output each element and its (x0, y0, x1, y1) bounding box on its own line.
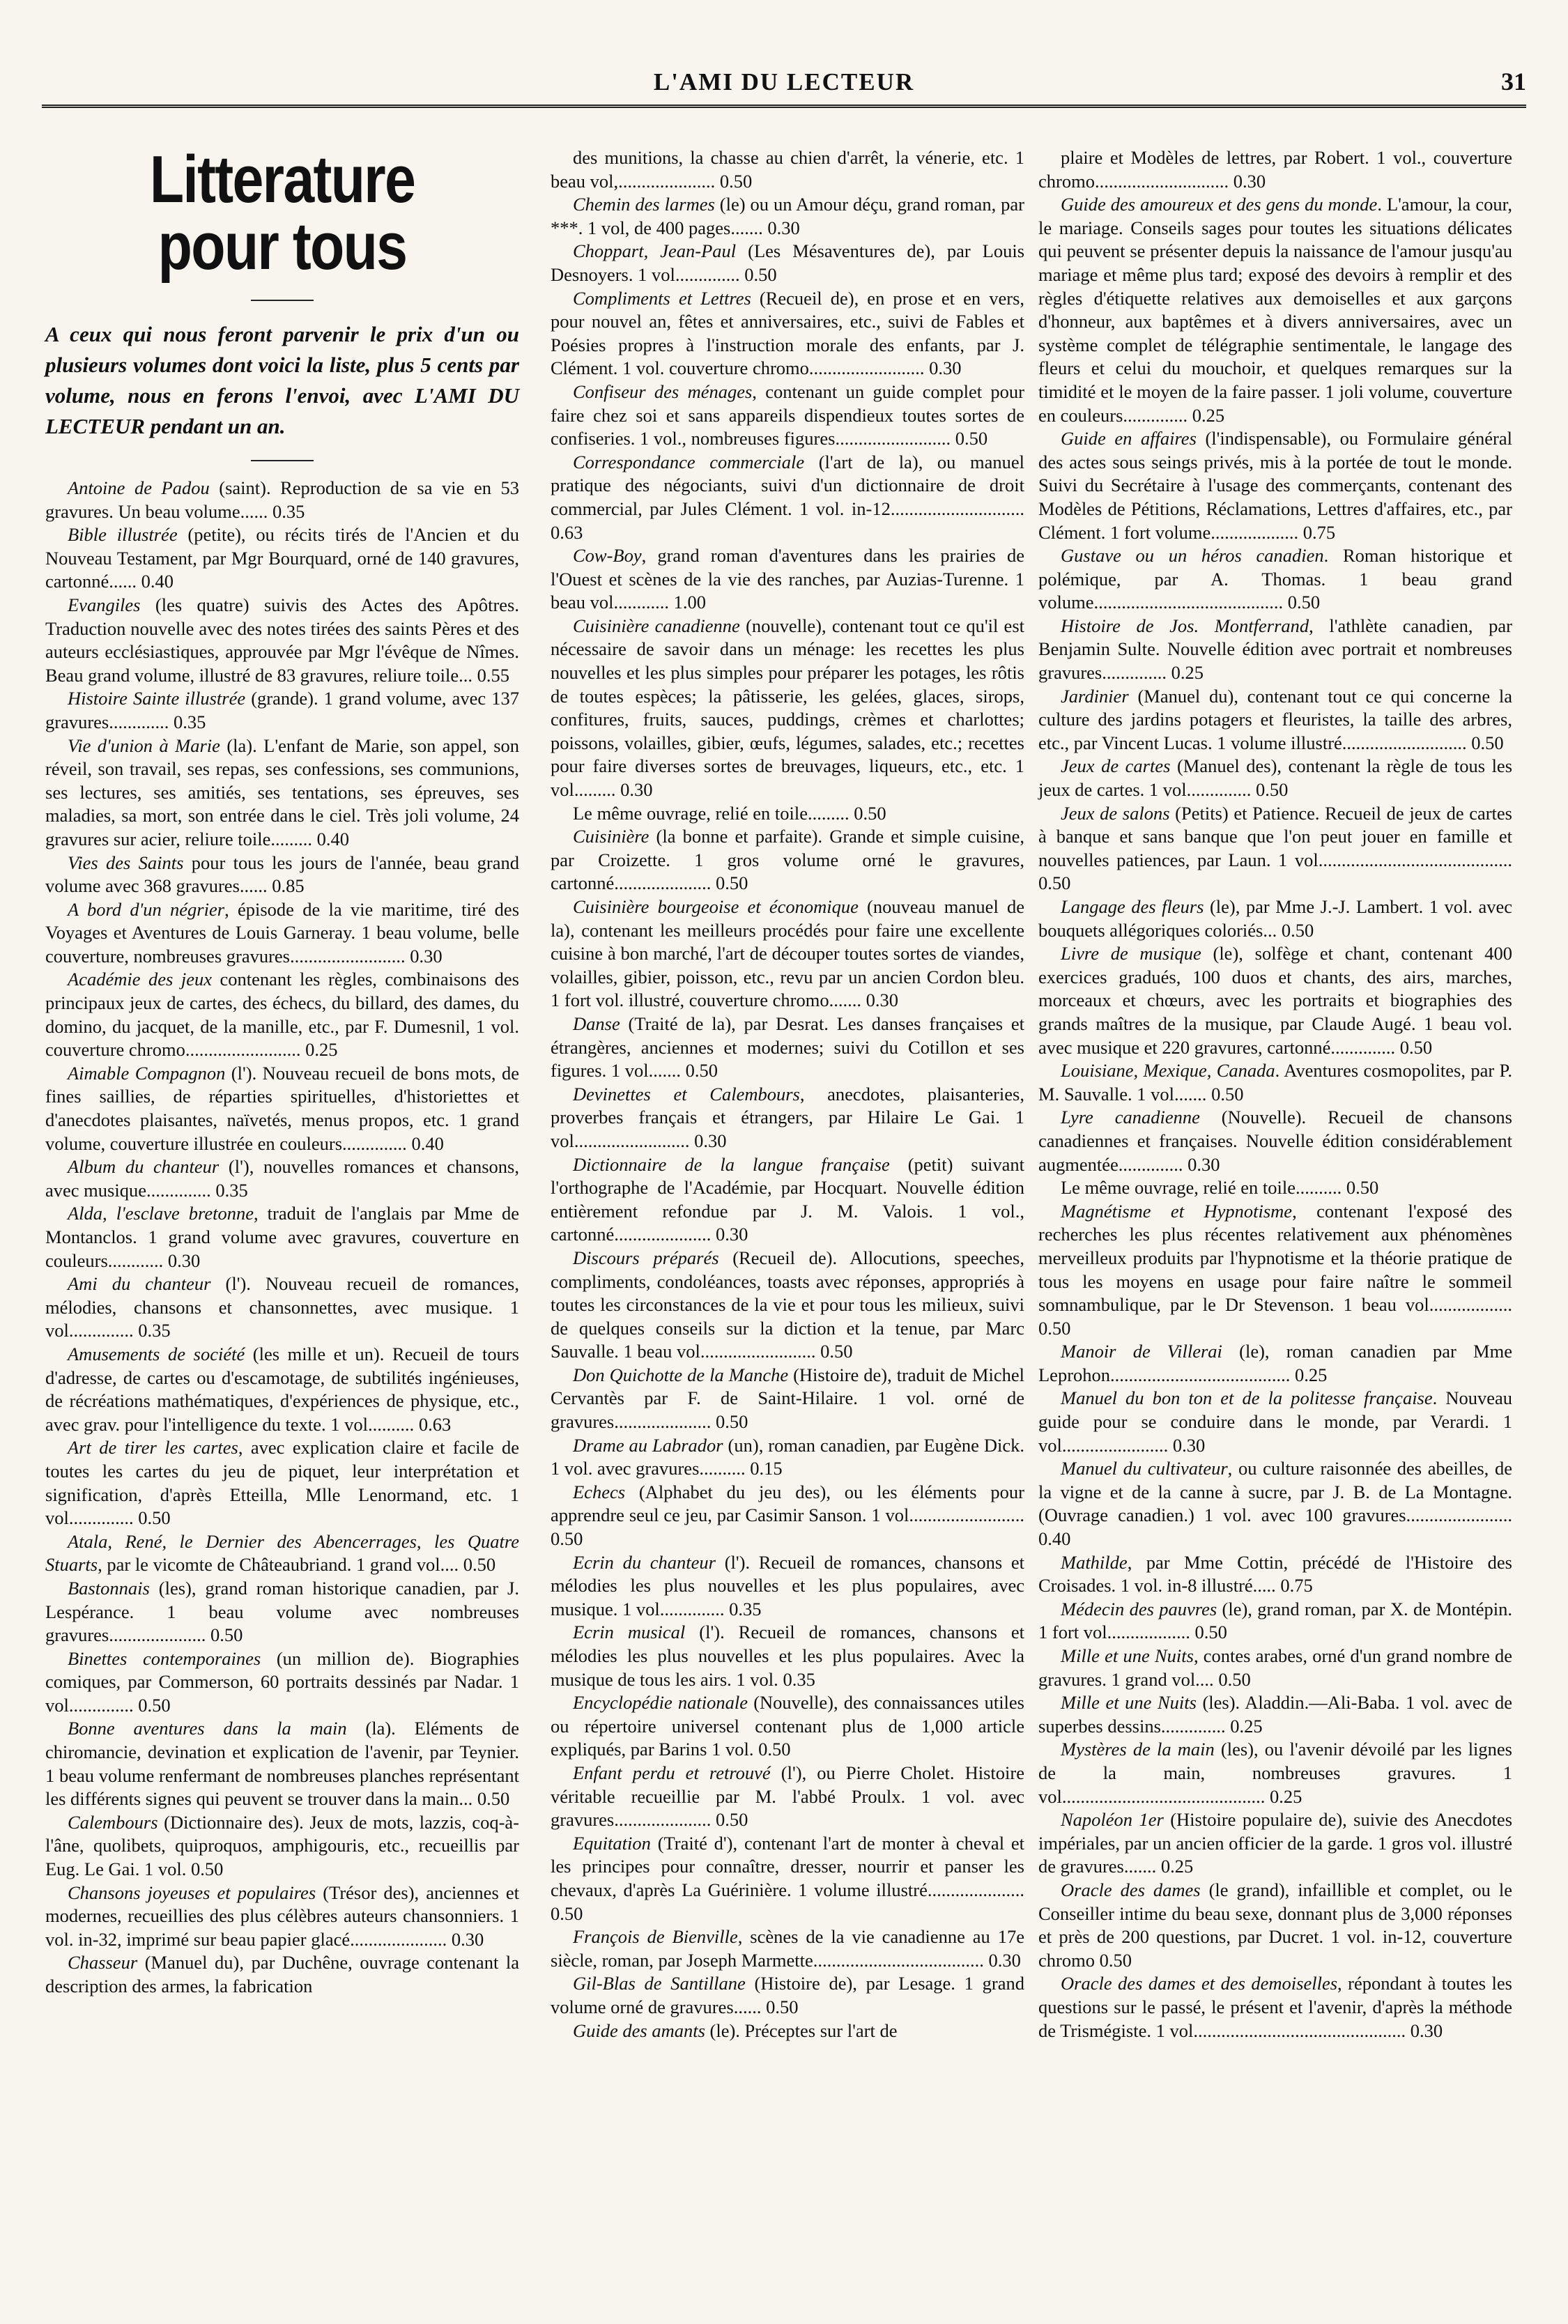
book-title: François de Bienville (573, 1926, 738, 1948)
section-title: Litterature pour tous (149, 142, 415, 284)
book-price: 0.50 (463, 1554, 496, 1576)
book-price: 0.50 (551, 1902, 583, 1924)
book-description: (la). L'enfant de Marie, son appel, son réveil, son travail, ses repas, ses confessions, ses communions, ses lectures, ses amitiés, ses tentations, ses épreuves, ses maladies, sa mort, son entrée dans le ciel. Très joli volume, 24 gravures sur acier, reliure toile......... (45, 734, 520, 849)
book-description: des munitions, la chasse au chien d'arrêt, la vénerie, etc. 1 beau vol,..................... (551, 147, 1024, 192)
book-entry (551, 240, 1024, 286)
book-price: 0.50 (1471, 732, 1504, 753)
book-price: 0.25 (1230, 1715, 1263, 1737)
book-entry (1038, 1059, 1512, 1106)
book-title: Antoine de Padou (68, 477, 210, 498)
book-description: , contenant l'exposé des recherches les plus récentes relativement aux phénomènes merveilleux produits par l'hypnotisme et la théorie pratique de tous les moyens en usage pour faire naître le sommeil somnambulique, par le Dr Stevenson. 1 beau vol.................. (1038, 1200, 1512, 1316)
book-entry (551, 1083, 1024, 1153)
book-description: (Les Mésaventures de), par Louis Desnoyers. 1 vol.............. (551, 240, 1025, 285)
book-description: (Traité d'), contenant l'art de monter à cheval et les principes pour connaître, dresser, nourrir et panser les chevaux, d'après La Guérinière. 1 volume illustré..................... (551, 1832, 1024, 1900)
book-description: (Histoire de), traduit de Michel Cervantès par F. de Saint-Hilaire. 1 vol. orné de gravures..................... (551, 1364, 1024, 1433)
book-price: 0.63 (418, 1413, 452, 1435)
book-price: 0.50 (820, 1341, 853, 1362)
book-price: 0.15 (750, 1458, 783, 1479)
book-price: 0.50 (477, 1788, 510, 1810)
book-entry (1038, 1972, 1512, 2042)
book-entry (1038, 802, 1512, 895)
book-title: Amusements de société (68, 1343, 245, 1364)
column-1 (45, 142, 520, 1999)
book-entry (1038, 1340, 1512, 1387)
book-price: 0.30 (1233, 170, 1266, 192)
book-price: 0.85 (272, 875, 305, 897)
book-price: 0.50 (716, 1809, 748, 1831)
book-description: , par Mme Cottin, précédé de l'Histoire des Croisades. 1 vol. in-8 illustré..... (1038, 1551, 1512, 1596)
book-price: 0.40 (141, 571, 174, 592)
book-entry (1038, 1598, 1512, 1645)
book-price: 0.35 (138, 1320, 171, 1341)
book-title: Bastonnais (68, 1577, 150, 1599)
book-title: Manuel du bon ton et de la politesse française (1061, 1387, 1433, 1409)
book-title: Lyre canadienne (1061, 1107, 1200, 1128)
book-description: (le), roman canadien par Mme Leprohon....................................... (1038, 1341, 1512, 1385)
book-title: Chemin des larmes (573, 194, 715, 215)
book-title: Art de tirer les cartes (68, 1437, 238, 1459)
book-title: Vie d'union à Marie (68, 734, 220, 756)
book-entry (1038, 895, 1512, 942)
book-description: (l'), nouvelles romances et chansons, avec musique.............. (45, 1156, 519, 1201)
book-title: Correspondance commerciale (573, 451, 805, 472)
book-price: 0.50 (210, 1624, 243, 1646)
book-list (45, 477, 519, 1999)
book-entry (551, 1762, 1024, 1832)
book-description: (Recueil de), en prose et en vers, pour nouvel an, fêtes et anniversaires, etc., suivi de Fables et Poésies propres à l'instruction morale des enfants, par J. Clément. 1 vol. couverture chromo......................... (551, 287, 1025, 379)
book-price: 0.40 (316, 828, 350, 849)
book-entry (45, 1811, 519, 1881)
book-price: 0.50 (1256, 779, 1289, 801)
book-entry (45, 594, 519, 687)
book-description: pour tous les jours de l'année, beau grand volume avec 368 gravures...... (45, 852, 520, 897)
book-title: Guide des amoureux et des gens du monde (1061, 194, 1378, 215)
book-description: (grande). 1 grand volume, avec 137 gravures............. (45, 688, 520, 732)
book-price: 1.00 (673, 592, 707, 613)
book-price: 0.50 (719, 170, 753, 192)
book-title: Louisiane, Mexique, Canada (1061, 1060, 1275, 1082)
book-title: Oracle des dames et des demoiselles (1061, 1973, 1338, 1994)
book-description: (Recueil de). Allocutions, speeches, compliments, condoléances, toasts avec réponses, appropriés à toutes les circonstances de la vie et pour tous les milieux, suivi de quelques conseils sur la diction et la tenue, par Marc Sauvalle. 1 beau vol......................... (551, 1247, 1024, 1362)
book-entry (551, 1972, 1024, 2019)
book-description: (l'indispensable), ou Formulaire général des actes sous seings privés, mis à la portée de tout le monde. Suivi du Secrétaire à l'usage des commerçants, contenant des Modèles de Pétitions, Réclamations, Lettres d'affaires, etc., par Clément. 1 fort volume................... (1038, 428, 1513, 543)
book-description: , avec explication claire et facile de toutes les cartes du jeu de piquet, leur interprétation et signification, d'après Etteilla, Mlle Lenormand, etc. 1 vol.............. (45, 1437, 519, 1529)
book-entry (1038, 1691, 1512, 1738)
book-title: Dictionnaire de la langue française (573, 1153, 890, 1175)
book-price: 0.50 (766, 1996, 799, 2017)
book-entry (551, 802, 1024, 826)
book-title: Equitation (573, 1832, 651, 1854)
book-entry (551, 1434, 1024, 1481)
header-rule (42, 105, 1526, 108)
book-title: Guide en affaires (1061, 428, 1197, 449)
book-title: Guide des amants (573, 2019, 705, 2041)
book-price: 0.35 (783, 1668, 815, 1690)
book-title: Mille et une Nuits (1061, 1645, 1194, 1666)
book-title: Gil-Blas de Santillane (573, 1973, 746, 1994)
book-price: 0.25 (1171, 662, 1204, 684)
book-price: 0.75 (1302, 521, 1336, 543)
book-price: 0.30 (866, 990, 898, 1011)
book-entry (551, 287, 1024, 380)
book-price: 0.50 (758, 1739, 791, 1760)
book-entry (551, 544, 1024, 615)
book-price: 0.50 (138, 1507, 171, 1529)
book-description: (Histoire de), par Lesage. 1 grand volume orné de gravures...... (551, 1973, 1025, 2017)
book-description: (la bonne et parfaite). Grande et simple cuisine, par Croizette. 1 gros volume orné le gravures, cartonné..................... (551, 826, 1024, 894)
book-entry (45, 1155, 519, 1202)
book-entry (551, 146, 1024, 193)
book-title: Mystères de la main (1061, 1739, 1215, 1760)
book-entry (1038, 1457, 1512, 1550)
book-description: (le). Préceptes sur l'art de (705, 2019, 898, 2041)
book-entry (551, 1013, 1024, 1083)
book-price: 0.30 (620, 779, 653, 801)
book-entry (1038, 1645, 1512, 1691)
book-entry (551, 825, 1024, 895)
book-entry (551, 1364, 1024, 1434)
book-description: (l'). Nouveau recueil de romances, mélodies, chansons et chansonnettes, avec musique. 1 vol.............. (45, 1273, 519, 1341)
book-title: Enfant perdu et retrouvé (573, 1762, 771, 1783)
book-title: Manuel du cultivateur (1061, 1458, 1228, 1479)
book-entry (551, 1247, 1024, 1364)
book-entry (45, 852, 519, 898)
book-entry (551, 1691, 1024, 1762)
book-price: 0.40 (1038, 1528, 1071, 1550)
book-entry (551, 1153, 1024, 1247)
book-title: Mathilde (1061, 1551, 1128, 1573)
book-description: (les mille et un). Recueil de tours d'adresse, de cartes ou d'escamotage, de subtilités ingénieuses, de récréations mathématiques, d'expériences de physique, etc., avec grav. pour l'intelligence du texte. 1 vol.......... (45, 1343, 520, 1435)
column-3 (1038, 146, 1512, 2042)
book-price: 0.50 (1038, 1317, 1071, 1339)
book-price: 0.50 (685, 1060, 718, 1082)
book-title: Calembours (68, 1811, 158, 1833)
book-price: 0.50 (1099, 1949, 1132, 1971)
book-price: 0.30 (715, 1224, 748, 1245)
book-title: Choppart, Jean-Paul (573, 240, 737, 262)
book-description: (l'). Recueil de romances, chansons et mélodies les plus nouvelles et les plus populaires. Avec la musique de tous les airs. 1 vol. (551, 1622, 1024, 1690)
book-description: (le), par Mme J.-J. Lambert. 1 vol. avec bouquets allégoriques coloriés... (1038, 896, 1512, 941)
book-entry (1038, 193, 1512, 427)
book-title: Cuisinière canadienne (573, 615, 740, 636)
book-price: 0.30 (410, 945, 443, 967)
book-description: (le) ou un Amour déçu, grand roman, par ***. 1 vol, de 400 pages....... (551, 194, 1024, 238)
book-title: Langage des fleurs (1061, 896, 1204, 917)
book-title: Cow-Boy (573, 545, 642, 567)
book-price: 0.25 (1295, 1364, 1328, 1385)
book-description: , contes arabes, orné d'un grand nombre de gravures. 1 grand vol.... (1038, 1645, 1512, 1690)
book-price: 0.55 (477, 664, 509, 686)
book-entry (551, 380, 1024, 451)
book-entry (45, 1062, 519, 1155)
book-title: Magnétisme et Hypnotisme (1061, 1200, 1293, 1222)
book-entry (45, 1436, 519, 1530)
book-entry (1038, 942, 1512, 1059)
book-price: 0.50 (1218, 1668, 1251, 1690)
book-description: . Roman historique et polémique, par A. Thomas. 1 beau grand volume......................................... (1038, 545, 1512, 613)
book-description: (le grand), infaillible et complet, ou le Conseiller intime du beau sexe, donnant plus de 3,000 réponses et près de 200 questions, par Ducret. 1 vol. in-12, couverture chromo (1038, 1879, 1513, 1971)
book-title: Cuisinière bourgeoise et économique (573, 896, 859, 917)
book-price: 0.50 (191, 1859, 224, 1880)
book-title: Jardinier (1061, 685, 1129, 707)
book-price: 0.75 (1280, 1575, 1313, 1596)
book-price: 0.30 (929, 357, 962, 379)
book-description: , épisode de la vie maritime, tiré des Voyages et Aventures de Louis Garneray. 1 beau volume, belle couverture, nombreuses gravures......................... (45, 898, 520, 967)
title-divider (251, 300, 314, 301)
book-description: , contenant un guide complet pour faire chez soi et sans appareils dispendieux toutes sortes de confiseries. 1 vol., nombreuses figures......................... (551, 380, 1024, 449)
book-description: . Aventures cosmopolites, par P. M. Sauvalle. 1 vol....... (1038, 1060, 1512, 1105)
book-title: Chasseur (68, 1952, 138, 1973)
book-description: (Alphabet du jeu des), ou les éléments pour apprendre seul ce jeu, par Casimir Sanson. 1 vol......................... (551, 1481, 1024, 1526)
book-entry (1038, 1738, 1512, 1808)
book-description: , anecdotes, plaisanteries, proverbes français et étrangers, par Hilaire Le Gai. 1 vol......................... (551, 1083, 1024, 1151)
book-entry (1038, 427, 1512, 544)
intro-divider (251, 460, 314, 461)
book-title: Bible illustrée (68, 524, 178, 546)
book-entry (45, 734, 519, 852)
book-description: (les), grand roman historique canadien, par J. Lespérance. 1 beau volume avec nombreuses gravures..................... (45, 1577, 519, 1646)
book-price: 0.25 (1270, 1785, 1302, 1807)
book-list (1038, 146, 1512, 2042)
book-description: (l'). Nouveau recueil de bons mots, de fines saillies, de réparties spirituelles, d'historiettes et d'anecdotes plaisantes, naïvetés, menus propos, etc. 1 grand volume, couverture illustrée en couleurs.............. (45, 1062, 519, 1154)
book-title: Jeux de salons (1061, 802, 1170, 824)
book-title: Ami du chanteur (68, 1273, 211, 1295)
book-title: Binettes contemporaines (68, 1647, 261, 1669)
book-price: 0.50 (744, 263, 777, 285)
book-description: (un million de). Biographies comiques, par Commerson, 60 portraits dessinés par Nadar. 1 vol.............. (45, 1647, 519, 1716)
book-price: 0.30 (1172, 1434, 1206, 1456)
book-price: 0.63 (551, 521, 583, 543)
book-entry (45, 1202, 519, 1272)
book-entry (1038, 1551, 1512, 1598)
book-entry (551, 1925, 1024, 1972)
book-title: Livre de musique (1061, 943, 1201, 964)
book-title: Ecrin musical (573, 1622, 686, 1643)
book-description: (petit) suivant l'orthographe de l'Académie, par Hocquart. Nouvelle édition entièrement refondue par J. M. Valois. 1 vol., cartonné..................... (551, 1153, 1024, 1245)
book-price: 0.50 (854, 802, 886, 824)
book-description: , répondant à toutes les questions sur le passé, le présent et l'avenir, d'après la méthode de Trismégiste. 1 vol.............................................. (1038, 1973, 1512, 2041)
book-description: (Manuel des), contenant la règle de tous les jeux de cartes. 1 vol.............. (1038, 755, 1513, 801)
book-description: (Nouvelle), des connaissances utiles ou répertoire universel contenant plus de 1,000 article expliqués, par Barins 1 vol. (551, 1692, 1024, 1760)
book-title: Manoir de Villerai (1061, 1341, 1222, 1362)
book-title: Napoléon 1er (1061, 1809, 1164, 1831)
book-entry (1038, 685, 1512, 755)
book-entry (1038, 615, 1512, 685)
book-price: 0.25 (305, 1039, 338, 1061)
book-title: Echecs (573, 1481, 626, 1502)
book-entry (551, 2019, 1024, 2043)
book-description: (l'), ou Pierre Cholet. Histoire véritable recueillie par M. l'abbé Proulx. 1 vol. avec gravures..................... (551, 1762, 1024, 1831)
book-description: (petite), ou récits tirés de l'Ancien et du Nouveau Testament, par Mgr Bourquard, orné de 140 gravures, cartonné...... (45, 524, 519, 592)
book-price: 0.30 (1187, 1153, 1220, 1175)
book-entry (551, 1481, 1024, 1551)
book-description: (l'art de la), ou manuel pratique des négociants, suivi d'un dictionnaire de droit commercial, par Jules Clément. 1 vol. in-12............................. (551, 451, 1024, 519)
book-description: . Nouveau guide pour se conduire dans le monde, par Verardi. 1 vol....................... (1038, 1387, 1512, 1456)
book-description: , ou culture raisonnée des abeilles, de la vigne et de la canne à sucre, par J. B. de La Montagne. (Ouvrage canadien.) 1 vol. avec 100 gravures....................... (1038, 1458, 1512, 1526)
book-description: Le même ouvrage, relié en toile......... (573, 802, 850, 824)
book-description: (Dictionnaire des). Jeux de mots, lazzis, coq-à-l'âne, quolibets, quiproquos, amphigouris, etc., recueillis par Eug. Le Gai. 1 vol. (45, 1811, 519, 1880)
book-list (551, 146, 1024, 2042)
book-description: (Nouvelle). Recueil de chansons canadiennes et françaises. Nouvelle édition considérablement augmentée.............. (1038, 1107, 1512, 1175)
book-entry (1038, 1106, 1512, 1176)
book-description: (le), solfège et chant, contenant 400 exercices gradués, 100 duos et chants, des airs, marches, morceaux et chœurs, avec les portraits et biographies des grands maîtres de la musique, par Claude Augé. 1 beau vol. avec musique et 220 gravures, cartonné.............. (1038, 943, 1512, 1058)
book-entry (1038, 1176, 1512, 1200)
book-description: (nouveau manuel de la), contenant les meilleurs procédés pour faire une excellente cuisine à bon marché, l'art de découper toutes sortes de viandes, volailles, gibier, poisson, etc., revu par un ancien Cordon bleu. 1 fort vol. illustré, couverture chromo....... (551, 896, 1024, 1011)
book-description: , grand roman d'aventures dans les prairies de l'Ouest et scènes de la vie des ranches, par Auzias-Turenne. 1 beau vol............ (551, 545, 1024, 613)
book-description: , scènes de la vie canadienne au 17e siècle, roman, par Joseph Marmette..................................... (551, 1926, 1024, 1971)
book-description: (Manuel du), contenant tout ce qui concerne la culture des jardins potagers et fleuristes, la taille des arbres, etc., par Vincent Lucas. 1 volume illustré........................... (1038, 685, 1512, 753)
page-header (42, 42, 1526, 98)
book-entry (1038, 146, 1512, 193)
book-title: Alda, l'esclave bretonne (68, 1203, 254, 1224)
book-description: (les), ou l'avenir dévoilé par les lignes de la main, nombreuses gravures. 1 vol............................................ (1038, 1739, 1512, 1807)
book-price: 0.30 (767, 217, 800, 238)
book-title: Jeux de cartes (1061, 755, 1171, 777)
book-title: Histoire de Jos. Montferrand (1061, 615, 1309, 636)
book-description: (le), grand roman, par X. de Montépin. 1 fort vol.................. (1038, 1598, 1512, 1643)
book-price: 0.50 (716, 1411, 748, 1433)
book-title: Histoire Sainte illustrée (68, 688, 246, 709)
book-entry (45, 1881, 519, 1952)
book-entry (45, 1717, 519, 1810)
book-title: Chansons joyeuses et populaires (68, 1881, 316, 1903)
book-description: , traduit de l'anglais par Mme de Montanclos. 1 grand volume avec gravures, couverture en couleurs............ (45, 1203, 519, 1271)
book-price: 0.50 (551, 1528, 583, 1550)
book-description: (Traité de la), par Desrat. Les danses françaises et étrangères, anciennes et modernes; suivi du Cotillon et ses figures. 1 vol....... (551, 1013, 1024, 1082)
book-price: 0.35 (215, 1179, 248, 1201)
book-price: 0.50 (715, 872, 748, 894)
book-price: 0.50 (1281, 919, 1314, 941)
book-price: 0.30 (988, 1949, 1021, 1971)
book-title: Danse (573, 1013, 620, 1034)
book-title: Compliments et Lettres (573, 287, 751, 309)
book-entry (45, 968, 519, 1061)
book-description: (saint). Reproduction de sa vie en 53 gravures. Un beau volume...... (45, 477, 520, 522)
book-title: Bonne aventures dans la main (68, 1718, 347, 1739)
book-price: 0.50 (1346, 1177, 1379, 1199)
book-description: , l'athlète canadien, par Benjamin Sulte. Nouvelle édition avec portrait et nombreuses gravures.............. (1038, 615, 1512, 684)
book-entry (551, 615, 1024, 802)
book-entry (45, 1272, 519, 1343)
book-price: 0.30 (167, 1249, 201, 1271)
book-title: Oracle des dames (1061, 1879, 1201, 1900)
book-price: 0.40 (411, 1132, 444, 1154)
book-description: , par le vicomte de Châteaubriand. 1 grand vol.... (98, 1554, 459, 1576)
book-title: Evangiles (68, 594, 141, 615)
intro-text: A ceux qui nous feront parvenir le prix d'un ou plusieurs volumes dont voici la liste, plus 5 cents par volume, nous en ferons l'envoi, avec L'AMI DU LECTEUR pendant un an. (45, 322, 519, 438)
book-title: Académie des jeux (68, 969, 212, 990)
book-title: Vies des Saints (68, 852, 184, 873)
book-price: 0.35 (729, 1598, 762, 1619)
book-title: Confiseur des ménages (573, 380, 753, 402)
book-description: (Histoire populaire de), suivie des Anecdotes impériales, par un ancien officier de la garde. 1 gros vol. illustré de gravures....... (1038, 1809, 1513, 1877)
book-price: 0.30 (1410, 2019, 1443, 2041)
page-number: 31 (1501, 68, 1526, 95)
book-entry (551, 451, 1024, 544)
book-title: Cuisinière (573, 826, 650, 847)
book-description: plaire et Modèles de lettres, par Robert. 1 vol., couverture chromo............................. (1038, 147, 1512, 192)
book-entry (1038, 1200, 1512, 1341)
book-price: 0.50 (1194, 1622, 1227, 1643)
book-description: . L'amour, la cour, le mariage. Conseils sages pour toutes les situations délicates qui peuvent se présenter depuis la naissance de l'amour jusqu'au mariage et même plus tard; exposé des devoirs à remplir et des règles d'étiquette relatives aux demoiselles et aux garçons d'honneur, aux baptêmes et à divers anniversaires, avec un système complet de télégraphie sentimentale, le langage des fleurs et celui du mouchoir, et quelques remarques sur la timidité et le moyen de la faire passer. 1 joli volume, couverture en couleurs.............. (1038, 194, 1512, 426)
book-price: 0.50 (138, 1694, 171, 1716)
book-entry (45, 687, 519, 734)
book-entry (45, 1530, 519, 1577)
running-title: L'AMI DU LECTEUR (653, 68, 915, 95)
book-price: 0.35 (272, 500, 305, 522)
book-price: 0.50 (1399, 1036, 1433, 1058)
book-entry (45, 1951, 519, 1998)
book-title: Devinettes et Calembours (573, 1083, 800, 1105)
book-entry (551, 193, 1024, 240)
book-description: (les quatre) suivis des Actes des Apôtres. Traduction nouvelle avec des notes tirées des saints Pères et des auteurs ecclésiastiques, approuvée par Mgr l'évêque de Nîmes. Beau grand volume, illustré de 83 gravures, reliure toile... (45, 594, 519, 686)
book-description: (un), roman canadien, par Eugène Dick. 1 vol. avec gravures.......... (551, 1434, 1024, 1479)
book-description: (la). Eléments de chiromancie, devination et explication de l'avenir, par Teynier. 1 beau volume renfermant de nombreuses planches représentant les différents signes qui peuvent se trouver dans la main... (45, 1718, 519, 1810)
book-entry (551, 895, 1024, 1013)
book-description: (l'). Recueil de romances, chansons et mélodies les plus nouvelles et les plus populaires, avec musique. 1 vol.............. (551, 1551, 1024, 1619)
book-entry (551, 1832, 1024, 1925)
book-entry (45, 523, 519, 594)
book-title: Drame au Labrador (573, 1434, 723, 1456)
book-description: contenant les règles, combinaisons des principaux jeux de cartes, des échecs, du billard, des dames, du domino, du jacquet, de la manille, etc., par F. Dumesnil, 1 vol. couverture chromo......................... (45, 969, 519, 1061)
book-entry (45, 1577, 519, 1647)
book-entry (45, 477, 519, 523)
book-description: (Manuel du), par Duchêne, ouvrage contenant la description des armes, la fabrication (45, 1952, 519, 1996)
book-entry (1038, 1879, 1512, 1972)
book-description: (les). Aladdin.—Ali-Baba. 1 vol. avec de superbes dessins.............. (1038, 1692, 1512, 1737)
book-entry (45, 898, 519, 969)
book-title: Aimable Compagnon (68, 1062, 226, 1084)
book-title: Encyclopédie nationale (573, 1692, 748, 1714)
book-title: Atala, René, le Dernier des Abencerrages, les Quatre Stuarts (45, 1530, 519, 1576)
book-description: (Trésor des), anciennes et modernes, recueillies des plus célèbres auteurs chansonniers. 1 vol. in-32, imprimé sur beau papier glacé..................... (45, 1881, 519, 1950)
book-entry (1038, 1387, 1512, 1457)
book-entry (45, 1343, 519, 1436)
book-price: 0.35 (174, 711, 206, 732)
book-title: Gustave ou un héros canadien (1061, 545, 1324, 567)
book-title: Ecrin du chanteur (573, 1551, 716, 1573)
book-title: Album du chanteur (68, 1156, 220, 1178)
book-entry (1038, 1808, 1512, 1879)
book-price: 0.50 (955, 428, 988, 449)
book-description: (nouvelle), contenant tout ce qu'il est nécessaire de savoir dans un ménage: les recettes les plus nouvelles et les plus simples pour préparer les potages, les rôtis de toutes espèces; la pâtisserie, les gelées, glaces, sirops, confitures, fruits, sauces, puddings, crèmes et charlottes; poissons, volailles, gibier, œufs, légumes, salades, etc.; recettes pour faire diverses sortes de breuvages, liqueurs, etc., etc. 1 vol......... (551, 615, 1024, 801)
book-price: 0.30 (694, 1130, 727, 1151)
book-entry (1038, 755, 1512, 801)
book-entry (45, 1647, 519, 1718)
book-price: 0.50 (1211, 1083, 1244, 1105)
book-entry (1038, 544, 1512, 615)
book-entry (551, 1621, 1024, 1691)
book-price: 0.25 (1192, 404, 1225, 426)
book-description: (Petits) et Patience. Recueil de jeux de cartes à banque et sans banque que l'on peut jouer en famille et nouvelles patiences, par Laun. 1 vol.......................................... (1038, 802, 1512, 870)
book-title: Don Quichotte de la Manche (573, 1364, 789, 1385)
book-description: Le même ouvrage, relié en toile.......... (1061, 1177, 1342, 1199)
book-title: Discours préparés (573, 1247, 719, 1268)
column-2 (551, 146, 1024, 2042)
book-entry (551, 1551, 1024, 1622)
book-price: 0.30 (451, 1928, 484, 1950)
book-price: 0.25 (1160, 1856, 1194, 1877)
book-title: Mille et une Nuits (1061, 1692, 1197, 1714)
book-price: 0.50 (1038, 872, 1071, 894)
book-price: 0.50 (1287, 592, 1321, 613)
book-title: Médecin des pauvres (1061, 1598, 1217, 1619)
book-title: A bord d'un négrier (68, 898, 225, 920)
